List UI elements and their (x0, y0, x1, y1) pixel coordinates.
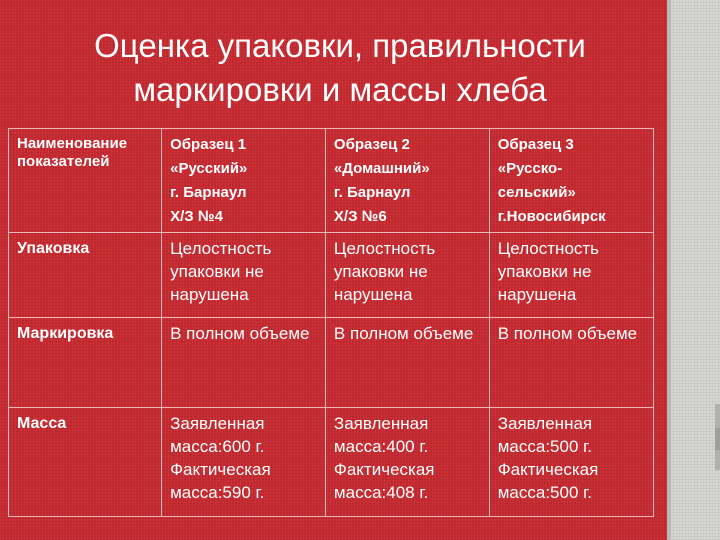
sample-2-line: г. Барнаул (333, 184, 411, 201)
sample-1-line: Образец 1 (170, 136, 247, 153)
cell-text: В полном объеме (170, 324, 310, 343)
indicator-header-text: Наименование показателей (17, 135, 128, 170)
declared-mass-text: Заявленная масса:600 г. (170, 414, 265, 456)
table-cell (489, 408, 653, 517)
row-label: Масса (17, 415, 67, 432)
row-label: Упаковка (17, 240, 90, 257)
header-cell-indicator (9, 129, 162, 233)
sample-3-line: сельский» (497, 184, 576, 201)
table-cell (325, 408, 489, 517)
header-cell-sample-1 (162, 129, 326, 233)
table-cell (162, 233, 326, 318)
evaluation-table (8, 128, 654, 517)
sample-3-line: «Русско- (497, 160, 563, 177)
header-cell-sample-3 (489, 129, 653, 233)
cell-text: В полном объеме (333, 324, 474, 343)
row-label-cell (9, 233, 162, 318)
cell-text: Целостность упаковки не нарушена (170, 239, 272, 304)
sample-1-line: «Русский» (170, 160, 248, 177)
slide-title (20, 24, 660, 112)
sample-3-line: Образец 3 (497, 136, 574, 153)
table-cell (489, 233, 653, 318)
sample-1-line: г. Барнаул (170, 184, 247, 201)
table-cell (162, 408, 326, 517)
side-panel (667, 0, 720, 540)
cell-text: В полном объеме (497, 324, 638, 343)
side-tab-decoration (715, 428, 720, 450)
row-label-cell (9, 408, 162, 517)
table-header-row (9, 129, 654, 233)
table-cell (162, 318, 326, 408)
sample-2-line: Образец 2 (333, 136, 410, 153)
table-row-labeling (9, 318, 654, 408)
table-cell (325, 318, 489, 408)
cell-text: Целостность упаковки не нарушена (497, 239, 600, 304)
sample-2-line: «Домашний» (333, 160, 430, 177)
row-label-cell (9, 318, 162, 408)
actual-mass-text: Фактическая масса:408 г. (333, 460, 435, 502)
title-line-1: Оценка упаковки, правильности (94, 27, 586, 64)
actual-mass-text: Фактическая масса:590 г. (170, 460, 271, 502)
side-panel-edge (667, 0, 671, 540)
row-label: Маркировка (17, 325, 114, 342)
declared-mass-text: Заявленная масса:400 г. (333, 414, 429, 456)
table-cell (489, 318, 653, 408)
table-row-packaging (9, 233, 654, 318)
declared-mass-text: Заявленная масса:500 г. (497, 414, 593, 456)
title-line-2: маркировки и массы хлеба (133, 71, 547, 108)
actual-mass-text: Фактическая масса:500 г. (497, 460, 599, 502)
table-row-mass (9, 408, 654, 517)
cell-text: Целостность упаковки не нарушена (333, 239, 436, 304)
table-cell (325, 233, 489, 318)
sample-1-line: Х/З №4 (170, 208, 223, 225)
sample-2-line: Х/З №6 (333, 208, 387, 225)
header-cell-sample-2 (325, 129, 489, 233)
sample-3-line: г.Новосибирск (497, 208, 606, 225)
